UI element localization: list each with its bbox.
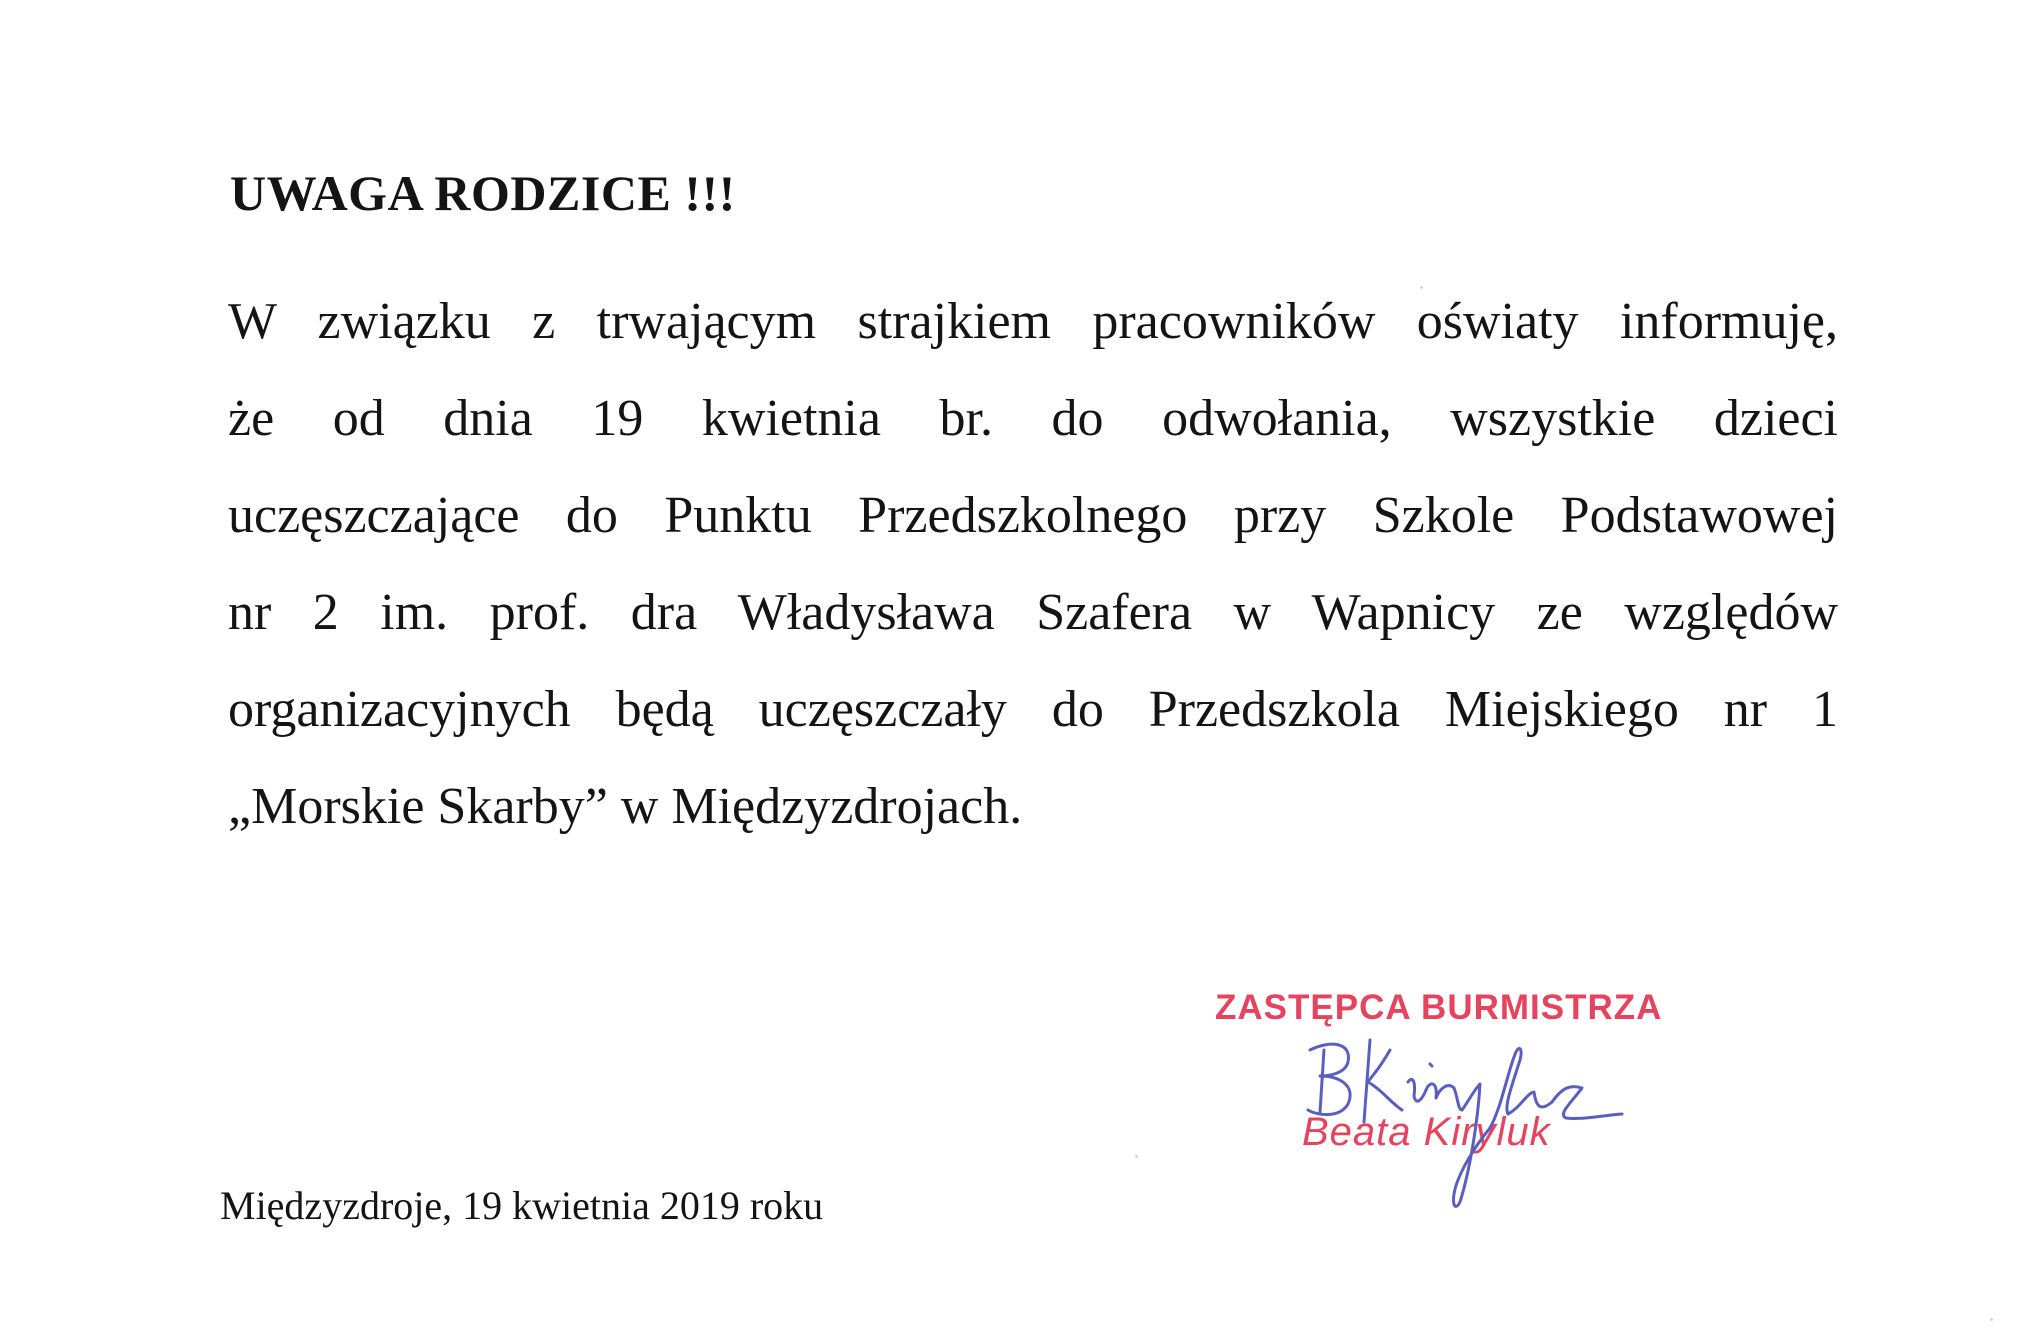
body-line-3: uczęszczające do Punktu Przedszkolnego przy Szkole Podstawowej <box>228 487 1838 544</box>
notice-heading: UWAGA RODZICE !!! <box>230 165 736 221</box>
paper-speck <box>1990 1318 1993 1321</box>
paper-speck <box>1135 1155 1138 1158</box>
body-line-4: nr 2 im. prof. dra Władysława Szafera w Wapnicy ze względów <box>228 584 1838 641</box>
body-line-5: organizacyjnych będą uczęszczały do Przedszkola Miejskiego nr 1 <box>228 681 1838 738</box>
stamp-title: ZASTĘPCA BURMISTRZA <box>1215 988 1663 1027</box>
paper-speck <box>1420 286 1423 289</box>
place-and-date: Międzyzdroje, 19 kwietnia 2019 roku <box>220 1183 824 1228</box>
handwritten-signature <box>1290 1010 1640 1210</box>
stamp-name: Beata Kiryluk <box>1302 1110 1551 1154</box>
body-line-6: „Morskie Skarby” w Międzyzdrojach. <box>228 778 1023 835</box>
body-line-1: W związku z trwającym strajkiem pracowników oświaty informuję, <box>228 293 1838 350</box>
body-line-2: że od dnia 19 kwietnia br. do odwołania, wszystkie dzieci <box>228 390 1838 447</box>
